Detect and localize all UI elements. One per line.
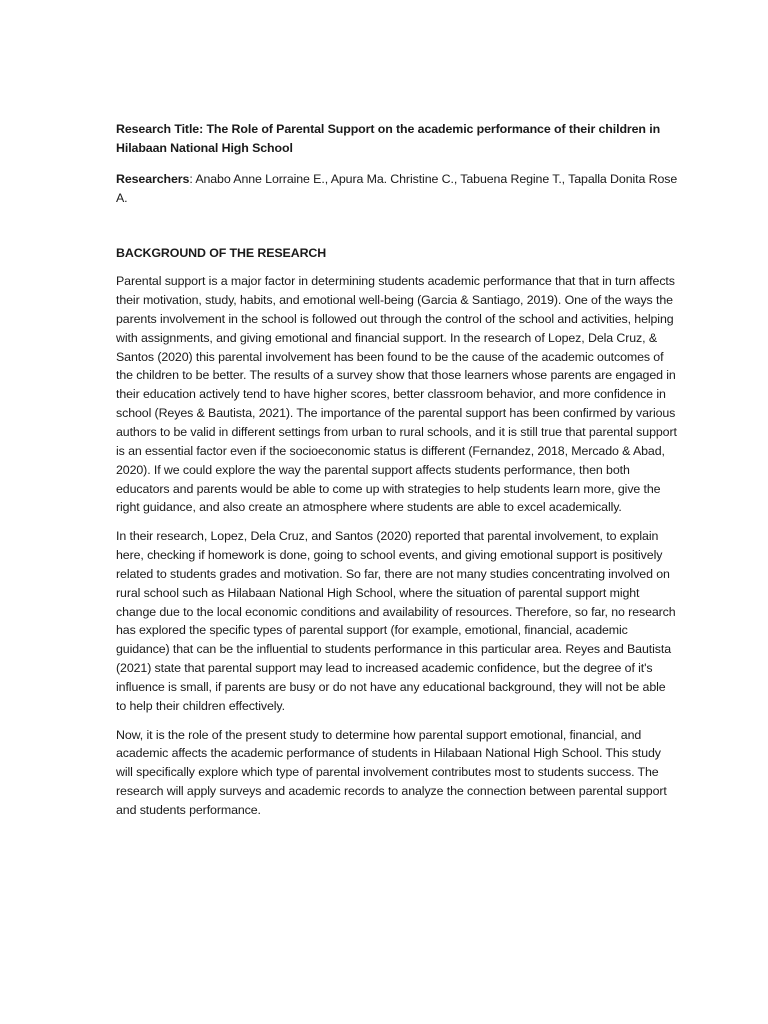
- research-title: [116, 120, 678, 158]
- research-title-text: The Role of Parental Support on the academic performance of their children in Hilabaan National High School: [116, 122, 661, 155]
- researchers-line: [116, 170, 678, 208]
- section-heading: BACKGROUND OF THE RESEARCH: [116, 246, 327, 261]
- researchers-names: : Anabo Anne Lorraine E., Apura Ma. Christine C., Tabuena Regine T., Tapalla Donita Rose A.: [116, 171, 678, 205]
- document-body: [116, 120, 678, 830]
- research-title-label: Research Title:: [116, 122, 204, 136]
- researchers-label: Researchers: [116, 171, 190, 186]
- paragraph-3: Now, it is the role of the present study to determine how parental support emotional, financial, and academic affects the academic performance of students in Hilabaan National High School. This study will specifically explore which type of parental involvement contributes most to students success. The research will apply surveys and academic records to analyze the connection between parental support and students performance.: [116, 727, 667, 817]
- paragraph-2: In their research, Lopez, Dela Cruz, and Santos (2020) reported that parental involvement, to explain here, checking if homework is done, going to school events, and giving emotional support is positively related to students grades and motivation. So far, there are not many studies concentrating involved on rural school such as Hilabaan National High School, where the situation of parental support might change due to the local economic conditions and availability of resources. Therefore, so far, no research has explored the specific types of parental support (for example, emotional, financial, academic guidance) that can be the influential to students performance in this particular area. Reyes and Bautista (2021) state that parental support may lead to increased academic confidence, but the degree of it's influence is small, if parents are busy or do not have any educational background, they will not be able to help their children effectively.: [116, 529, 676, 713]
- paragraph-1: Parental support is a major factor in determining students academic performance that that in turn affects their motivation, study, habits, and emotional well-being (Garcia & Santiago, 2019). One of the ways the parents involvement in the school is followed out through the control of the school and activities, helping with assignments, and giving emotional and financial support. In the research of Lopez, Dela Cruz, & Santos (2020) this parental involvement has been found to be the cause of the academic outcomes of the children to be better. The results of a survey show that those learners whose parents are engaged in their education actively tend to have higher scores, better classroom behavior, and more confidence in school (Reyes & Bautista, 2021). The importance of the parental support has been confirmed by various authors to be valid in different settings from urban to rural schools, and it is still true that parental support is an essential factor even if the socioeconomic status is different (Fernandez, 2018, Mercado & Abad, 2020). If we could explore the way the parental support affects students performance, then both educators and parents would be able to come up with strategies to help students learn more, give the right guidance, and also create an atmosphere where students are able to excel academically.: [116, 274, 677, 515]
